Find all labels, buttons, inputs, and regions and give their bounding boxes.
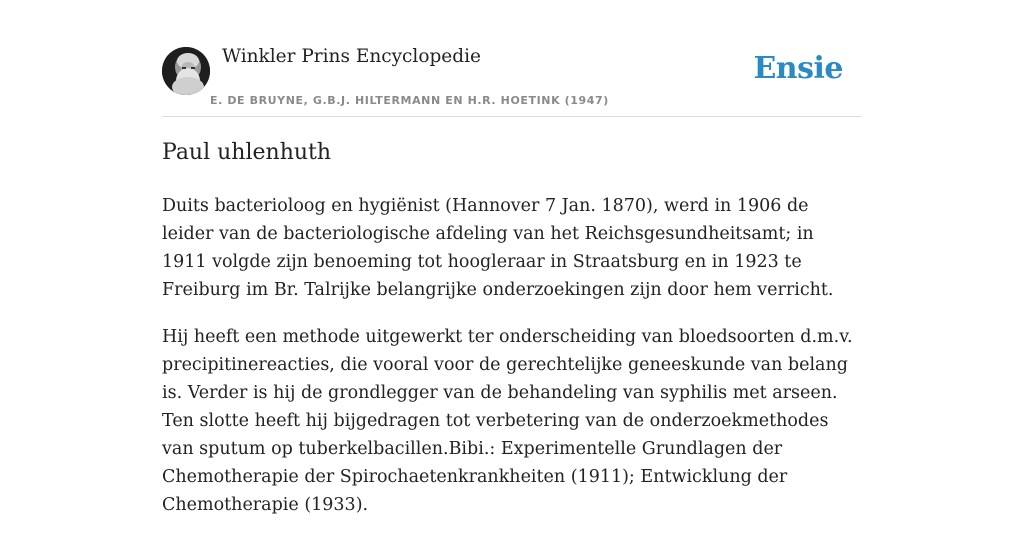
article-paragraph: Duits bacterioloog en hygiënist (Hannover 7 Jan. 1870), werd in 1906 de leider van de bacteriologische afdeling van het Reichsgesundheitsamt; in 1911 volgde zijn benoeming tot hoogleraar in Straatsburg en in 1923 te Freiburg im Br. Talrijke belangrijke onderzoekingen zijn door hem verricht. [162, 196, 834, 300]
portrait-photo-icon[interactable] [162, 47, 210, 95]
site-byline: E. DE BRUYNE, G.B.J. HILTERMANN EN H.R. HOETINK (1947) [210, 94, 609, 107]
brand-logo-link[interactable]: Ensie [753, 51, 843, 86]
site-header [162, 0, 862, 117]
page [162, 0, 862, 515]
portrait-illustration [162, 47, 210, 95]
article-title: Paul uhlenhuth [162, 140, 332, 165]
article-body [162, 192, 862, 538]
article-paragraph: Hij heeft een methode uitgewerkt ter onderscheiding van bloedsoorten d.m.v. precipitinereacties, die vooral voor de gerechtelijke geneeskunde van belang is. Verder is hij de grondlegger van de behandeling van syphilis met arseen. Ten slotte heeft hij bijgedragen tot verbetering van de onderzoekmethodes van sputum op tuberkelbacillen.Bibi.: Experimentelle Grundlagen der Chemotherapie der Spirochaetenkrankheiten (1911); Entwicklung der Chemotherapie (1933). [162, 327, 853, 515]
site-title[interactable]: Winkler Prins Encyclopedie [222, 46, 481, 67]
